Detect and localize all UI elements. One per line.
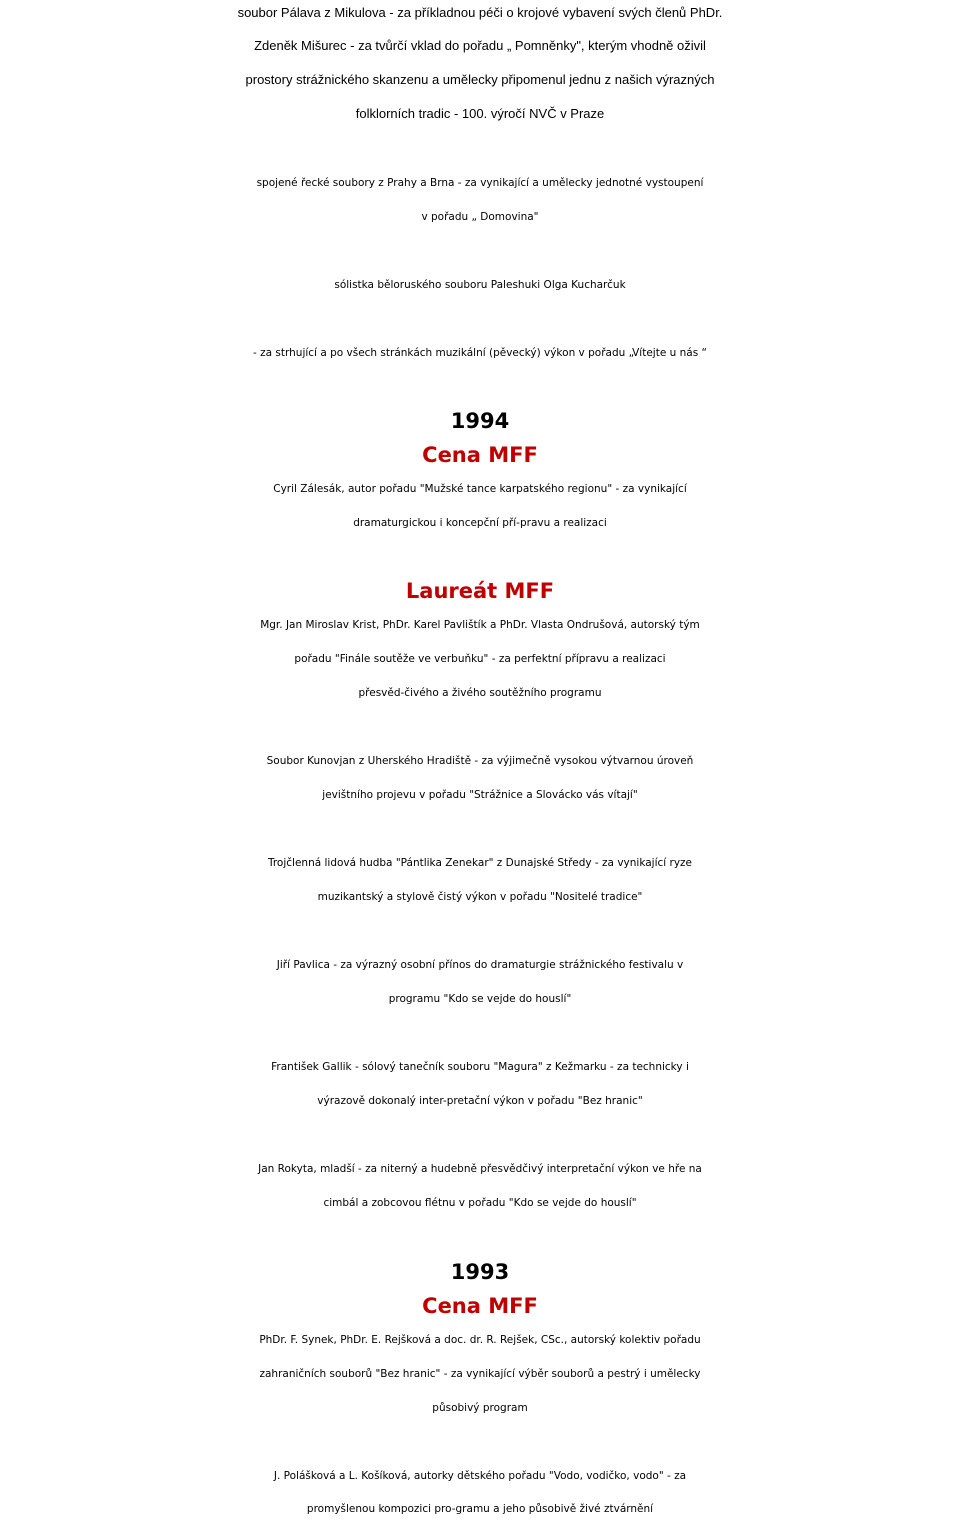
text-line: výrazově dokonalý inter-pretační výkon v pořadu "Bez hranic" [317, 1095, 643, 1107]
text-line: Cyril Zálesák, autor pořadu "Mužské tance karpatského regionu" - za vynikající [273, 483, 687, 495]
text-line: v pořadu „ Domovina" [421, 211, 539, 223]
text-line: přesvěd-čivého a živého soutěžního programu [358, 687, 602, 699]
text-line: spojené řecké soubory z Prahy a Brna - za vynikající a umělecky jednotné vystoupení [256, 177, 704, 189]
text-line: programu "Kdo se vejde do houslí" [388, 993, 572, 1005]
laureate-heading: Laureát MFF [405, 579, 555, 603]
text-line: působivý program [432, 1402, 528, 1414]
text-line: prostory strážnického skanzenu a umělecky připomenul jednu z našich výrazných [245, 72, 715, 87]
text-line: soubor Pálava z Mikulova - za příkladnou péči o krojové vybavení svých členů PhDr. [237, 5, 723, 20]
text-line: - za strhující a po všech stránkách muzikální (pěvecký) výkon v pořadu „Vítejte u nás “ [253, 347, 707, 359]
award-heading: Cena MFF [422, 443, 538, 467]
text-line: dramaturgickou i koncepční pří-pravu a realizaci [353, 517, 607, 529]
year-heading: 1993 [450, 1260, 510, 1284]
text-line: Trojčlenná lidová hudba "Pántlika Zenekar" z Dunajské Středy - za vynikající ryze [267, 857, 693, 869]
text-line: Soubor Kunovjan z Uherského Hradiště - za výjimečně vysokou výtvarnou úroveň [266, 755, 694, 767]
text-line: Zdeněk Mišurec - za tvůrčí vklad do pořadu „ Pomněnky", kterým vhodně oživil [254, 38, 706, 53]
text-line: František Gallik - sólový tanečník souboru "Magura" z Kežmarku - za technicky i [271, 1061, 689, 1073]
text-line: Jan Rokyta, mladší - za niterný a hudebně přesvědčivý interpretační výkon ve hře na [258, 1163, 702, 1175]
text-line: Mgr. Jan Miroslav Krist, PhDr. Karel Pavlištík a PhDr. Vlasta Ondrušová, autorský tým [260, 619, 700, 631]
text-line: J. Polášková a L. Košíková, autorky dětského pořadu "Vodo, vodičko, vodo" - za [273, 1470, 687, 1482]
text-line: cimbál a zobcovou flétnu v pořadu "Kdo se vejde do houslí" [323, 1197, 637, 1209]
text-line: sólistka běloruského souboru Paleshuki Olga Kucharčuk [334, 279, 626, 291]
text-line: PhDr. F. Synek, PhDr. E. Rejšková a doc. dr. R. Rejšek, CSc., autorský kolektiv pořadu [259, 1334, 701, 1346]
text-line: jevištního projevu v pořadu "Strážnice a Slovácko vás vítají" [322, 789, 638, 801]
text-line: promyšlenou kompozici pro-gramu a jeho působivě živé ztvárnění [306, 1503, 654, 1515]
text-line: folklorních tradic - 100. výročí NVČ v Praze [355, 106, 605, 121]
text-line: muzikantský a stylově čistý výkon v pořadu "Nositelé tradice" [317, 891, 643, 903]
award-heading: Cena MFF [422, 1294, 538, 1318]
text-line: pořadu "Finále soutěže ve verbuňku" - za perfektní přípravu a realizaci [294, 653, 666, 665]
text-line: Jiří Pavlica - za výrazný osobní přínos do dramaturgie strážnického festivalu v [276, 959, 684, 971]
year-heading: 1994 [450, 409, 510, 433]
text-line: zahraničních souborů "Bez hranic" - za vynikající výběr souborů a pestrý i umělecky [259, 1368, 701, 1380]
